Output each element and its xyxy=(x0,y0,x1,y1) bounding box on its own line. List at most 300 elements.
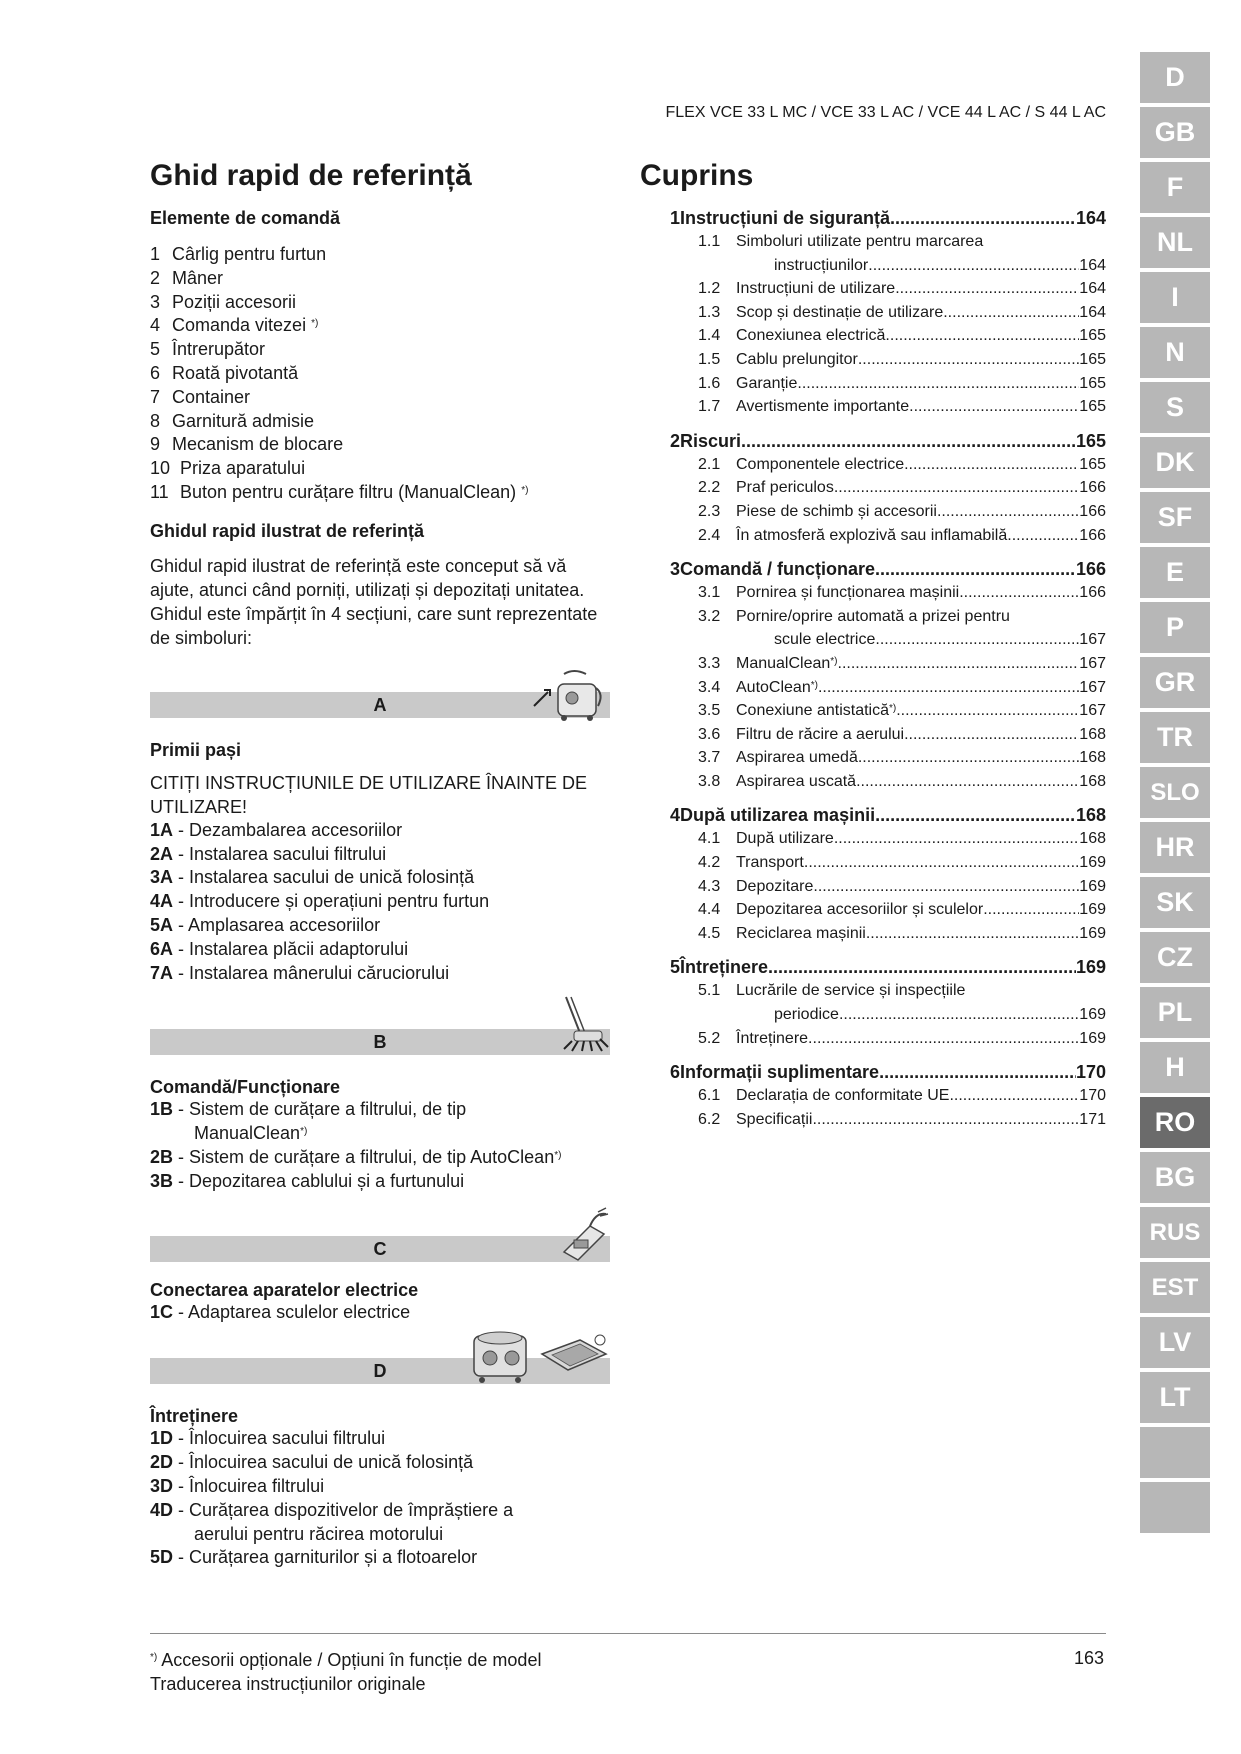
item-code: 4D xyxy=(150,1499,174,1520)
toc-section-page: 165 xyxy=(1079,327,1106,345)
item-text: - Înlocuirea sacului filtrului xyxy=(173,1428,386,1449)
control-number: 3 xyxy=(150,291,161,312)
header-model: FLEX VCE 33 L MC / VCE 33 L AC / VCE 44 L AC / S 44 L AC xyxy=(665,104,1106,121)
item-text: - Depozitarea cablului și a furtunului xyxy=(173,1170,465,1191)
language-tab-h[interactable]: H xyxy=(1140,1042,1210,1093)
toc-section-number: 2.3 xyxy=(698,502,721,520)
toc-section[interactable] xyxy=(640,699,1106,723)
footnote-text: Accesorii opționale / Opțiuni în funcție de model xyxy=(157,1650,542,1670)
toc-section-title-cont: instrucțiunilor xyxy=(774,256,869,274)
toc-spacer xyxy=(640,547,1106,557)
footnote-ref: *) xyxy=(810,679,818,691)
toc-section-page: 164 xyxy=(1079,256,1106,274)
language-tab-p[interactable]: P xyxy=(1140,602,1210,653)
toc-section-number: 1.4 xyxy=(698,327,721,345)
toc-leader xyxy=(804,851,1079,875)
translation-note: Traducerea instrucțiunilor originale xyxy=(150,1674,426,1694)
item-code: 2A xyxy=(150,843,174,864)
toc-leader xyxy=(868,254,1079,278)
toc-section-page: 166 xyxy=(1079,479,1106,497)
language-tab-lt[interactable]: LT xyxy=(1140,1372,1210,1423)
toc-section-page: 167 xyxy=(1079,702,1106,720)
toc-leader xyxy=(904,453,1079,477)
control-label: Garnitură admisie xyxy=(172,410,315,431)
footnote-mark: *) xyxy=(150,1652,158,1663)
language-tab-dk[interactable]: DK xyxy=(1140,437,1210,488)
toc-leader xyxy=(937,500,1079,524)
toc-section-title xyxy=(736,372,797,396)
toc-chapter-page: 170 xyxy=(1075,1062,1106,1083)
item-text-cont: aerului pentru răcirea motorului xyxy=(194,1523,444,1544)
toc-section-title-text: Garanție xyxy=(736,374,798,392)
toc-leader xyxy=(741,429,1076,453)
toc-section-title-text: Pornire/oprire automată a prizei pentru xyxy=(736,607,1010,625)
section-b-items xyxy=(150,1098,610,1193)
control-label: Roată pivotantă xyxy=(172,362,299,383)
footnote-ref: *) xyxy=(311,318,319,330)
toc-chapter[interactable] xyxy=(640,803,1106,827)
toc-section-title xyxy=(736,1108,812,1132)
toc-section-title xyxy=(736,301,943,325)
item-text: - Înlocuirea filtrului xyxy=(173,1475,325,1496)
toc-section[interactable] xyxy=(640,500,1106,524)
toc-section-title xyxy=(736,395,909,419)
toc-section-page: 167 xyxy=(1079,631,1106,649)
toc-section[interactable] xyxy=(640,453,1106,477)
control-number: 9 xyxy=(150,434,161,455)
language-tab-cz[interactable]: CZ xyxy=(1140,932,1210,983)
control-label: Întrerupător xyxy=(172,339,266,360)
language-tab-slo[interactable]: SLO xyxy=(1140,767,1210,818)
toc-leader xyxy=(943,301,1079,325)
toc-section-title xyxy=(736,524,1007,548)
section-a-band xyxy=(150,692,610,718)
section-c-items xyxy=(150,1301,610,1325)
toc-section-title-text: Aspirarea umedă xyxy=(736,749,858,767)
section-a-items xyxy=(150,819,610,986)
toc-section-title xyxy=(736,875,813,899)
language-tab-n[interactable]: N xyxy=(1140,327,1210,378)
language-tab-rus[interactable]: RUS xyxy=(1140,1207,1210,1258)
control-number: 4 xyxy=(150,315,161,336)
toc-section[interactable] xyxy=(640,348,1106,372)
item-text: - Instalarea plăcii adaptorului xyxy=(173,938,409,959)
vacuum-maintenance-icon xyxy=(468,1328,610,1384)
item-text: - Sistem de curățare a filtrului, de tip xyxy=(173,1099,467,1120)
item-text: - Dezambalarea accesoriilor xyxy=(173,819,403,840)
item-code: 3D xyxy=(150,1475,174,1496)
section-d-items xyxy=(150,1427,610,1570)
toc-section-title xyxy=(736,699,896,723)
toc-section-title xyxy=(736,746,858,770)
toc-section[interactable] xyxy=(640,372,1106,396)
footnote-ref: *) xyxy=(888,703,897,715)
control-number: 11 xyxy=(150,481,169,502)
toc-section-number: 5.2 xyxy=(698,1029,721,1047)
item-text: - Curățarea dispozitivelor de împrăștiere a xyxy=(173,1499,514,1520)
toc-section[interactable] xyxy=(640,524,1106,548)
toc-chapter-title: Riscuri xyxy=(680,430,742,451)
toc-section-title xyxy=(736,770,856,794)
toc-section-title-text: Piese de schimb și accesorii xyxy=(736,502,937,520)
control-label: Container xyxy=(172,386,251,407)
toc-section-title-text: Depozitare xyxy=(736,877,814,895)
footnote-ref: *) xyxy=(300,1126,308,1138)
item-code: 2B xyxy=(150,1146,174,1167)
toc-spacer xyxy=(640,1050,1106,1060)
toc-section-number: 3.5 xyxy=(698,702,721,720)
toc-chapter-page: 168 xyxy=(1075,805,1106,826)
toc-section-number: 1.7 xyxy=(698,398,721,416)
toc-section-number: 2.4 xyxy=(698,526,721,544)
toc-chapter-number: 3 xyxy=(670,559,681,580)
item-text: - Sistem de curățare a filtrului, de tip AutoClean xyxy=(173,1146,555,1167)
toc-leader xyxy=(879,1060,1076,1084)
control-number: 7 xyxy=(150,386,161,407)
control-number: 5 xyxy=(150,339,161,360)
language-tab-tr[interactable]: TR xyxy=(1140,712,1210,763)
toc-section-number: 4.5 xyxy=(698,924,721,942)
item-text: - Introducere și operațiuni pentru furtun xyxy=(173,891,490,912)
toc-section-page: 167 xyxy=(1079,654,1106,672)
toc-section-title xyxy=(736,1084,949,1108)
toc-section-title-text: Conexiunea electrică xyxy=(736,327,886,345)
quick-guide-item xyxy=(150,1451,610,1475)
quick-guide-item xyxy=(150,1475,610,1499)
toc-section-title-text: După utilizare xyxy=(736,830,834,848)
toc-section[interactable] xyxy=(640,723,1106,747)
language-tab-bg[interactable]: BG xyxy=(1140,1152,1210,1203)
language-tab-i[interactable]: I xyxy=(1140,272,1210,323)
toc-section-page: 165 xyxy=(1079,374,1106,392)
toc-section-title-text: Conexiune antistatică xyxy=(736,702,889,720)
control-item xyxy=(150,386,610,410)
toc-section-title-text: Întreținere xyxy=(736,1029,809,1047)
item-code: 1B xyxy=(150,1099,174,1120)
toc-section[interactable] xyxy=(640,605,1106,629)
toc-chapter-page: 164 xyxy=(1075,208,1106,228)
toc-section[interactable] xyxy=(640,676,1106,700)
toc-chapter-page: 169 xyxy=(1075,957,1106,978)
toc-section-number: 4.2 xyxy=(698,854,721,872)
toc-section[interactable] xyxy=(640,395,1106,419)
toc-section[interactable] xyxy=(640,875,1106,899)
toc-section-title-text: Depozitarea accesoriilor și sculelor xyxy=(736,901,984,919)
toc-section-title xyxy=(736,851,804,875)
control-number: 1 xyxy=(150,244,161,264)
toc-chapter-number: 1 xyxy=(670,208,681,228)
footnote-ref: *) xyxy=(830,655,838,667)
toc-section-page: 166 xyxy=(1079,584,1106,602)
section-c-band xyxy=(150,1236,610,1262)
toc-chapter-number: 5 xyxy=(670,957,681,978)
toc-section-title xyxy=(736,324,885,348)
quick-guide-item xyxy=(150,1301,610,1325)
toc-section-page: 167 xyxy=(1079,678,1106,696)
footnote-ref: *) xyxy=(554,1149,562,1161)
toc-section-title-cont: periodice xyxy=(774,1006,839,1024)
toc-section-title xyxy=(736,676,818,700)
section-a-letter: A xyxy=(373,694,387,715)
toc-section-number: 3.7 xyxy=(698,749,721,767)
language-tab-f[interactable]: F xyxy=(1140,162,1210,213)
toc-leader xyxy=(808,1027,1079,1051)
toc-spacer xyxy=(640,793,1106,803)
table-of-contents xyxy=(640,158,1106,1131)
section-b-heading: Comandă/Funcționare xyxy=(150,1077,341,1098)
toc-section-page: 164 xyxy=(1079,280,1106,298)
language-tab-e[interactable]: E xyxy=(1140,547,1210,598)
toc-section-number: 1.2 xyxy=(698,280,721,298)
toc-section-title-text: Filtru de răcire a aerului xyxy=(736,725,905,743)
toc-chapter[interactable] xyxy=(640,429,1106,453)
toc-section-page: 169 xyxy=(1079,901,1106,919)
quick-guide-item xyxy=(150,866,610,890)
toc-chapter[interactable] xyxy=(640,955,1106,979)
language-tab-empty[interactable] xyxy=(1140,1482,1210,1533)
toc-leader xyxy=(858,746,1079,770)
toc-leader xyxy=(839,1003,1079,1027)
toc-section[interactable] xyxy=(640,770,1106,794)
quick-guide-item xyxy=(150,819,610,843)
toc-section-number: 6.2 xyxy=(698,1110,721,1128)
toc-leader xyxy=(866,922,1079,946)
quick-reference-title: Ghid rapid de referință xyxy=(150,159,472,192)
toc-section-page: 168 xyxy=(1079,725,1106,743)
toc-section-title xyxy=(736,605,1010,629)
language-tab-s[interactable]: S xyxy=(1140,382,1210,433)
toc-section-title-text: Reciclarea mașinii xyxy=(736,924,866,942)
toc-chapter[interactable] xyxy=(640,1060,1106,1084)
control-number: 8 xyxy=(150,410,161,431)
item-text: - Adaptarea sculelor electrice xyxy=(173,1301,411,1322)
language-tab-nl[interactable]: NL xyxy=(1140,217,1210,268)
toc-section-title-text: Transport xyxy=(736,854,804,872)
toc-section[interactable] xyxy=(640,898,1106,922)
toc-section-continued[interactable] xyxy=(640,1003,1106,1027)
toc-section[interactable] xyxy=(640,1027,1106,1051)
item-code: 1D xyxy=(150,1428,174,1449)
section-a-heading: Primii pași xyxy=(150,739,242,760)
item-code: 4A xyxy=(150,891,174,912)
section-b-letter: B xyxy=(373,1032,387,1053)
toc-section[interactable] xyxy=(640,277,1106,301)
section-d-heading: Întreținere xyxy=(150,1406,239,1427)
footnote-ref: *) xyxy=(521,484,529,496)
control-item xyxy=(150,267,610,291)
control-item xyxy=(150,362,610,386)
toc-section-title xyxy=(736,652,838,676)
toc-section-title xyxy=(736,922,866,946)
toc-section[interactable] xyxy=(640,1084,1106,1108)
control-item xyxy=(150,291,610,315)
toc-leader xyxy=(768,955,1076,979)
toc-section-title-cont: scule electrice xyxy=(774,631,876,649)
control-label: Cârlig pentru furtun xyxy=(172,244,327,264)
control-number: 10 xyxy=(150,458,171,479)
language-tab-hr[interactable]: HR xyxy=(1140,822,1210,873)
item-code: 3A xyxy=(150,867,174,888)
language-tab-gb[interactable]: GB xyxy=(1140,107,1210,158)
language-tab-gr[interactable]: GR xyxy=(1140,657,1210,708)
toc-chapter[interactable] xyxy=(640,206,1106,230)
control-item xyxy=(150,243,610,267)
section-d-letter: D xyxy=(373,1361,387,1382)
language-tab-lv[interactable]: LV xyxy=(1140,1317,1210,1368)
language-tab-est[interactable]: EST xyxy=(1140,1262,1210,1313)
toc-chapter-title: Comandă / funcționare xyxy=(680,559,876,580)
toc-section-title xyxy=(736,581,959,605)
toc-chapter-title: După utilizarea mașinii xyxy=(680,805,876,826)
toc-section-page: 169 xyxy=(1079,877,1106,895)
toc-section[interactable] xyxy=(640,979,1106,1003)
toc-leader xyxy=(813,875,1079,899)
toc-section-number: 1.1 xyxy=(698,233,721,250)
toc-section-title-text: Simboluri utilizate pentru marcarea xyxy=(736,233,984,250)
control-item xyxy=(150,457,610,481)
toc-leader xyxy=(875,628,1079,652)
toc-chapter[interactable] xyxy=(640,557,1106,581)
toc-section-title xyxy=(736,898,983,922)
toc-section-page: 169 xyxy=(1079,924,1106,942)
quick-guide-item xyxy=(150,890,610,914)
control-item xyxy=(150,433,610,457)
language-tab-pl[interactable]: PL xyxy=(1140,987,1210,1038)
section-a-intro: CITIȚI INSTRUCȚIUNILE DE UTILIZARE ÎNAINTE DE UTILIZARE! xyxy=(150,772,588,817)
toc-leader xyxy=(838,652,1080,676)
section-c-letter: C xyxy=(373,1238,387,1259)
toc-body xyxy=(640,206,1106,1131)
toc-section-title xyxy=(736,827,834,851)
item-text: - Înlocuirea sacului de unică folosință xyxy=(173,1452,474,1473)
toc-section-page: 165 xyxy=(1079,398,1106,416)
toc-section-title-text: Pornirea și funcționarea mașinii xyxy=(736,584,960,602)
toc-section-number: 3.2 xyxy=(698,607,721,625)
toc-chapter-title: Informații suplimentare xyxy=(680,1062,880,1083)
toc-section-number: 4.3 xyxy=(698,877,721,895)
toc-section-number: 4.4 xyxy=(698,901,721,919)
control-label: Mecanism de blocare xyxy=(172,434,344,455)
toc-section-continued[interactable] xyxy=(640,628,1106,652)
language-tab-d[interactable]: D xyxy=(1140,52,1210,103)
quick-guide-item xyxy=(150,1499,610,1547)
toc-spacer xyxy=(640,419,1106,429)
toc-leader xyxy=(896,699,1079,723)
toc-section-number: 6.1 xyxy=(698,1087,721,1105)
toc-leader xyxy=(797,372,1079,396)
language-tabs xyxy=(1140,52,1210,1537)
toc-section-title xyxy=(736,348,858,372)
toc-leader xyxy=(834,827,1079,851)
toc-section-title xyxy=(736,476,834,500)
quick-guide-item xyxy=(150,1098,610,1146)
control-item xyxy=(150,314,610,338)
toc-section[interactable] xyxy=(640,581,1106,605)
toc-section[interactable] xyxy=(640,922,1106,946)
toc-section-title xyxy=(736,277,895,301)
toc-section[interactable] xyxy=(640,301,1106,325)
toc-section[interactable] xyxy=(640,746,1106,770)
language-tab-sf[interactable]: SF xyxy=(1140,492,1210,543)
toc-section[interactable] xyxy=(640,476,1106,500)
toc-chapter-title: Instrucțiuni de siguranță xyxy=(680,208,891,228)
toc-section-page: 166 xyxy=(1079,526,1106,544)
toc-section-title xyxy=(736,453,904,477)
toc-chapter-title: Întreținere xyxy=(680,957,769,978)
toc-section-continued[interactable] xyxy=(640,254,1106,278)
toc-section-title-text: Specificații xyxy=(736,1110,813,1128)
toc-section[interactable] xyxy=(640,827,1106,851)
language-tab-ro[interactable]: RO xyxy=(1140,1097,1210,1148)
item-text: - Amplasarea accesoriilor xyxy=(173,914,381,935)
toc-section-title xyxy=(736,1027,808,1051)
toc-leader xyxy=(949,1084,1079,1108)
toc-section-page: 170 xyxy=(1079,1087,1106,1105)
language-tab-sk[interactable]: SK xyxy=(1140,877,1210,928)
illustrated-text: Ghidul rapid ilustrat de referință este conceput să vă ajute, atunci când porniți, utilizați și depozitați unitatea. Ghidul este împărțit în 4 secțiuni, care sunt reprezentate de simboluri: xyxy=(150,555,598,648)
item-code: 3B xyxy=(150,1170,174,1191)
toc-section-title-text: În atmosferă explozivă sau inflamabilă xyxy=(736,526,1008,544)
quick-guide-item xyxy=(150,1170,610,1194)
quick-guide-item xyxy=(150,914,610,938)
footer-notes xyxy=(150,1648,541,1696)
toc-section-title-text: Cablu prelungitor xyxy=(736,350,858,368)
toc-chapter-number: 4 xyxy=(670,805,681,826)
control-item xyxy=(150,338,610,362)
item-text: - Curățarea garniturilor și a flotoarelor xyxy=(173,1547,478,1568)
power-tool-icon xyxy=(560,1206,610,1262)
item-code: 5A xyxy=(150,914,174,935)
toc-section[interactable] xyxy=(640,1108,1106,1132)
illustrated-heading: Ghidul rapid ilustrat de referință xyxy=(150,520,425,541)
toc-title: Cuprins xyxy=(640,159,754,192)
control-label: Poziții accesorii xyxy=(172,291,297,312)
language-tab-empty[interactable] xyxy=(1140,1427,1210,1478)
toc-section[interactable] xyxy=(640,652,1106,676)
toc-section[interactable] xyxy=(640,230,1106,254)
section-b-band xyxy=(150,1029,610,1055)
item-code: 5D xyxy=(150,1547,174,1568)
item-text: - Instalarea sacului de unică folosință xyxy=(173,867,475,888)
toc-section-title-text: Praf periculos xyxy=(736,479,834,497)
quick-guide-item xyxy=(150,843,610,867)
control-label: Buton pentru curățare filtru (ManualClean) xyxy=(180,481,517,502)
toc-leader xyxy=(983,898,1079,922)
item-text-cont: ManualClean xyxy=(194,1123,301,1144)
toc-section-title xyxy=(736,979,965,1003)
control-number: 2 xyxy=(150,267,161,288)
toc-section[interactable] xyxy=(640,324,1106,348)
quick-reference-column xyxy=(150,158,610,1570)
toc-section[interactable] xyxy=(640,851,1106,875)
toc-section-page: 165 xyxy=(1079,350,1106,368)
toc-chapter-number: 6 xyxy=(670,1062,681,1083)
control-item xyxy=(150,481,610,505)
toc-section-title-text: Declarația de conformitate UE xyxy=(736,1087,950,1105)
toc-section-title-text: Avertismente importante xyxy=(736,398,910,416)
item-text-continued xyxy=(150,1122,610,1146)
toc-leader xyxy=(856,770,1079,794)
toc-spacer xyxy=(640,945,1106,955)
toc-leader xyxy=(909,395,1079,419)
toc-section-number: 1.3 xyxy=(698,303,721,321)
toc-section-page: 165 xyxy=(1079,455,1106,473)
toc-section-title-text: Componentele electrice xyxy=(736,455,905,473)
toc-leader xyxy=(875,557,1076,581)
item-code: 7A xyxy=(150,962,174,983)
control-label: Priza aparatului xyxy=(180,458,306,479)
toc-section-number: 1.6 xyxy=(698,374,721,392)
